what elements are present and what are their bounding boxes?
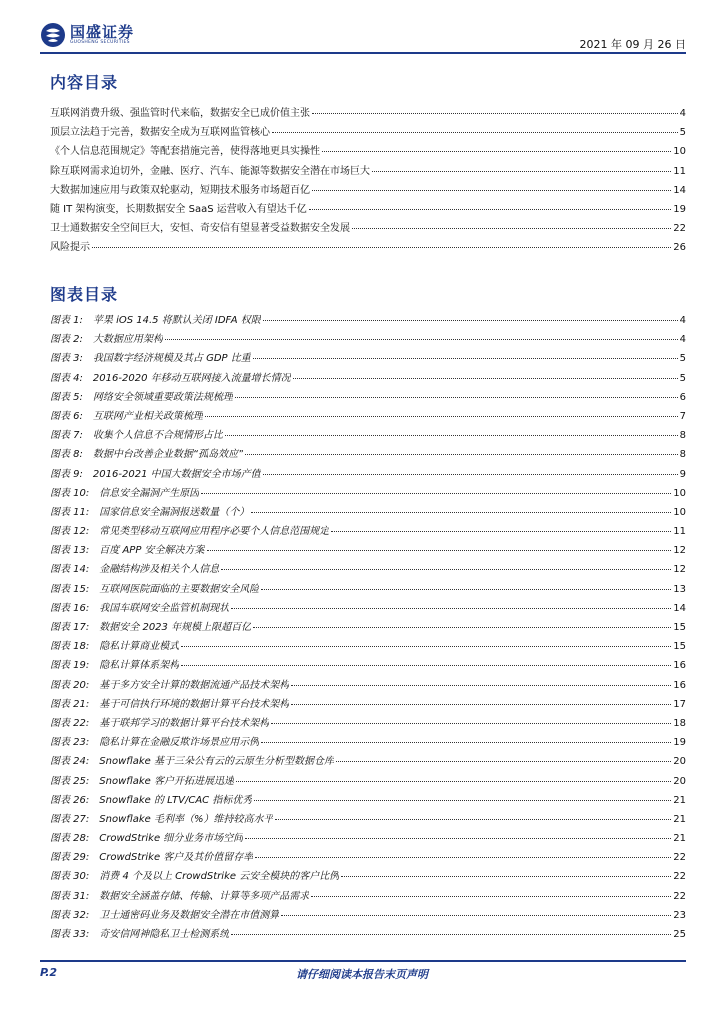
leader-dots (255, 856, 671, 858)
figure-number: 图表 10: (50, 487, 90, 499)
leader-dots (235, 396, 678, 398)
figure-page: 5 (679, 372, 686, 384)
figure-number: 图表 15: (50, 583, 90, 595)
leader-dots (231, 607, 671, 609)
figure-entry[interactable] (50, 580, 686, 599)
figure-title: 基于联邦学习的数据计算平台技术架构 (99, 717, 270, 729)
toc-entry[interactable] (50, 181, 686, 200)
leader-dots (372, 170, 671, 172)
figure-page: 18 (673, 717, 686, 729)
leader-dots (261, 588, 671, 590)
figure-title: CrowdStrike 细分业务市场空间 (99, 833, 244, 845)
figure-entry[interactable] (50, 925, 686, 944)
figure-number: 图表 33: (50, 929, 90, 940)
figure-number: 图表 5: (50, 391, 83, 403)
figure-number: 图表 6: (50, 410, 83, 422)
figure-entry[interactable] (50, 618, 686, 637)
figure-number: 图表 28: (50, 833, 90, 845)
leader-dots (261, 741, 671, 743)
toc-entry[interactable] (50, 142, 686, 161)
figure-number: 图表 24: (50, 756, 90, 768)
figure-page: 23 (673, 909, 686, 921)
figure-page: 16 (673, 679, 686, 691)
leader-dots (181, 645, 671, 647)
figure-number: 图表 8: (50, 449, 83, 461)
figure-title: 国家信息安全漏洞报送数量（个） (99, 506, 250, 518)
leader-dots (253, 626, 671, 628)
figure-entry[interactable] (50, 541, 686, 560)
figure-number: 图表 2: (50, 334, 83, 346)
toc-entry-label: 《个人信息范围规定》等配套措施完善，使得落地更具实操性 (50, 146, 320, 158)
leader-dots (181, 664, 671, 666)
leader-dots (291, 703, 671, 705)
figure-number: 图表 16: (50, 602, 90, 614)
figure-title: 2016-2020 年移动互联网接入流量增长情况 (92, 372, 291, 384)
leader-dots (293, 377, 678, 379)
leader-dots (92, 246, 671, 248)
figure-page: 15 (673, 641, 686, 653)
figure-title: 信息安全漏洞产生原因 (99, 487, 200, 499)
figure-page: 17 (673, 698, 686, 710)
figure-number: 图表 22: (50, 717, 90, 729)
figure-entry[interactable] (50, 503, 686, 522)
figure-page: 16 (673, 660, 686, 672)
figure-title: 数据安全涵盖存储、传输、计算等多项产品需求 (99, 890, 310, 902)
figure-entry[interactable] (50, 733, 686, 752)
figure-page: 11 (673, 526, 686, 538)
leader-dots (201, 492, 671, 494)
figure-page: 12 (673, 564, 686, 576)
figure-title: 金融结构涉及相关个人信息 (99, 564, 220, 576)
leader-dots (309, 208, 672, 210)
toc-entry-label: 大数据加速应用与政策双轮驱动，短期技术服务市场超百亿 (50, 184, 310, 196)
leader-dots (263, 319, 678, 321)
figure-number: 图表 3: (50, 353, 83, 365)
toc-entry-page: 22 (673, 223, 686, 235)
figure-number: 图表 31: (50, 890, 90, 902)
figure-title: Snowflake 基于三朵公有云的云原生分析型数据仓库 (99, 756, 334, 768)
toc-entry-page: 5 (679, 127, 686, 139)
figure-entry[interactable] (50, 522, 686, 541)
figure-page: 21 (673, 813, 686, 825)
figure-entry[interactable] (50, 752, 686, 771)
figure-entry[interactable] (50, 330, 686, 349)
figure-page: 8 (679, 449, 686, 461)
leader-dots (245, 453, 677, 455)
logo-chinese-name: 国盛证券 (70, 23, 135, 41)
figure-title: 隐私计算在金融反欺诈场景应用示例 (99, 737, 260, 749)
figure-number: 图表 4: (50, 372, 83, 384)
leader-dots (331, 530, 671, 532)
figure-entry[interactable] (50, 426, 686, 445)
figure-number: 图表 30: (50, 871, 90, 883)
figure-entry[interactable] (50, 791, 686, 810)
figure-entry[interactable] (50, 465, 686, 484)
figure-title: 我国数字经济规模及其占 GDP 比重 (92, 353, 251, 365)
figure-entry[interactable] (50, 906, 686, 925)
figure-title: 消费 4 个及以上 CrowdStrike 云安全模块的客户比例 (99, 871, 340, 883)
contents-list (50, 104, 686, 258)
figure-title: 数据中台改善企业数据“孤岛效应” (92, 449, 244, 461)
leader-dots (272, 131, 678, 133)
figure-page: 5 (679, 353, 686, 365)
toc-entry-label: 互联网消费升级、强监管时代来临，数据安全已成价值主张 (50, 108, 310, 119)
figure-title: 奇安信网神隐私卫士检测系统 (99, 929, 230, 940)
figure-title: 卫士通密码业务及数据安全潜在市值测算 (99, 909, 280, 921)
figure-page: 10 (673, 487, 686, 499)
figure-entry[interactable] (50, 484, 686, 503)
figure-page: 9 (679, 468, 686, 480)
leader-dots (245, 837, 671, 839)
figure-page: 21 (673, 833, 686, 845)
figure-title: Snowflake 客户开拓进展迅速 (99, 775, 234, 787)
figure-title: 隐私计算商业模式 (99, 641, 180, 653)
page-header (40, 22, 686, 52)
toc-entry-page: 10 (673, 146, 686, 158)
figure-title: 互联网医院面临的主要数据安全风险 (99, 583, 260, 595)
figure-title: 收集个人信息不合规情形占比 (92, 430, 223, 442)
figure-title: Snowflake 毛利率（%）维持较高水平 (99, 813, 274, 825)
figure-number: 图表 18: (50, 641, 90, 653)
figure-page: 10 (673, 506, 686, 518)
figure-entry[interactable] (50, 810, 686, 829)
toc-entry-page: 14 (673, 184, 686, 196)
figure-entry[interactable] (50, 560, 686, 579)
figure-page: 4 (679, 334, 686, 346)
figure-number: 图表 19: (50, 660, 90, 672)
figure-title: 隐私计算体系架构 (99, 660, 180, 672)
header-divider (40, 52, 686, 54)
figure-number: 图表 27: (50, 813, 90, 825)
toc-entry-label: 卫士通数据安全空间巨大，安恒、奇安信有望显著受益数据安全发展 (50, 223, 350, 235)
figure-page: 20 (673, 756, 686, 768)
figure-title: 网络安全领域重要政策法规梳理 (92, 391, 233, 403)
figure-entry[interactable] (50, 714, 686, 733)
toc-entry-page: 4 (679, 108, 686, 119)
figure-entry[interactable] (50, 848, 686, 867)
figure-page: 19 (673, 737, 686, 749)
logo-english-name: GUOSHENG SECURITIES (70, 40, 130, 45)
figure-number: 图表 12: (50, 526, 90, 538)
figure-title: 基于可信执行环境的数据计算平台技术架构 (99, 698, 290, 710)
leader-dots (311, 895, 671, 897)
figure-number: 图表 11: (50, 506, 90, 518)
figure-page: 12 (673, 545, 686, 557)
leader-dots (275, 818, 671, 820)
figure-number: 图表 13: (50, 545, 90, 557)
leader-dots (236, 780, 671, 782)
footer-divider (40, 960, 686, 962)
figure-page: 13 (673, 583, 686, 595)
leader-dots (231, 933, 671, 935)
figure-number: 图表 7: (50, 430, 83, 442)
leader-dots (205, 415, 678, 417)
toc-entry[interactable] (50, 123, 686, 142)
figure-number: 图表 26: (50, 794, 90, 806)
toc-entry-label: 顶层立法趋于完善，数据安全成为互联网监管核心 (50, 127, 270, 139)
figure-number: 图表 14: (50, 564, 90, 576)
figures-title: 图表目录 (50, 285, 119, 304)
figure-number: 图表 17: (50, 622, 90, 633)
toc-entry-label: 随 IT 架构演变，长期数据安全 SaaS 运营收入有望达千亿 (50, 203, 307, 215)
figure-number: 图表 25: (50, 775, 90, 787)
figure-page: 22 (673, 852, 686, 864)
disclaimer-note: 请仔细阅读本报告末页声明 (296, 968, 428, 981)
figure-entry[interactable] (50, 407, 686, 426)
company-logo (40, 22, 134, 48)
figure-entry[interactable] (50, 887, 686, 906)
report-date: 2021 年 09 月 26 日 (579, 38, 686, 51)
figure-page: 22 (673, 890, 686, 902)
figure-number: 图表 32: (50, 909, 90, 921)
leader-dots (352, 227, 671, 229)
figure-page: 6 (679, 391, 686, 403)
figure-entry[interactable] (50, 369, 686, 388)
figure-title: CrowdStrike 客户及其价值留存率 (99, 852, 254, 864)
leader-dots (312, 189, 671, 191)
figure-entry[interactable] (50, 349, 686, 368)
figure-title: 2016-2021 中国大数据安全市场产值 (92, 468, 261, 480)
toc-entry-label: 风险提示 (50, 242, 90, 254)
leader-dots (251, 511, 671, 513)
figure-entry[interactable] (50, 388, 686, 407)
figure-page: 7 (679, 410, 686, 422)
leader-dots (207, 549, 672, 551)
figure-entry[interactable] (50, 599, 686, 618)
figure-title: 互联网产业相关政策梳理 (92, 410, 203, 422)
leader-dots (263, 473, 678, 475)
figure-number: 图表 20: (50, 679, 90, 691)
figure-number: 图表 21: (50, 698, 90, 710)
toc-entry[interactable] (50, 200, 686, 219)
figure-page: 25 (673, 929, 686, 940)
toc-entry-page: 19 (673, 203, 686, 215)
toc-entry[interactable] (50, 219, 686, 238)
leader-dots (221, 568, 671, 570)
toc-entry[interactable] (50, 238, 686, 257)
figure-title: 百度 APP 安全解决方案 (99, 545, 205, 557)
figure-title: 基于多方安全计算的数据流通产品技术架构 (99, 679, 290, 691)
leader-dots (312, 112, 678, 114)
leader-dots (165, 338, 678, 340)
leader-dots (322, 150, 671, 152)
leader-dots (336, 760, 671, 762)
leader-dots (271, 722, 671, 724)
figure-entry[interactable] (50, 676, 686, 695)
figure-entry[interactable] (50, 656, 686, 675)
figure-title: 常见类型移动互联网应用程序必要个人信息范围规定 (99, 526, 330, 538)
figure-number: 图表 1: (50, 315, 83, 326)
figure-page: 21 (673, 794, 686, 806)
toc-entry[interactable] (50, 162, 686, 181)
figure-number: 图表 23: (50, 737, 90, 749)
leader-dots (291, 684, 671, 686)
toc-entry[interactable] (50, 104, 686, 123)
leader-dots (281, 914, 671, 916)
figure-entry[interactable] (50, 772, 686, 791)
toc-entry-label: 除互联网需求迫切外，金融、医疗、汽车、能源等数据安全潜在市场巨大 (50, 165, 370, 177)
figure-page: 22 (673, 871, 686, 883)
figures-list (50, 311, 686, 944)
figure-title: 苹果 iOS 14.5 将默认关闭 IDFA 权限 (92, 315, 261, 326)
leader-dots (254, 799, 671, 801)
figure-page: 15 (673, 622, 686, 633)
figure-entry[interactable] (50, 695, 686, 714)
figure-page: 14 (673, 602, 686, 614)
figure-entry[interactable] (50, 829, 686, 848)
figure-page: 8 (679, 430, 686, 442)
figure-title: 数据安全 2023 年规模上限超百亿 (99, 622, 252, 633)
figure-title: Snowflake 的 LTV/CAC 指标优秀 (99, 794, 253, 806)
toc-entry-page: 11 (673, 165, 686, 177)
figure-page: 4 (679, 315, 686, 326)
figure-entry[interactable] (50, 867, 686, 886)
leader-dots (253, 357, 678, 359)
leader-dots (225, 434, 678, 436)
contents-title: 内容目录 (50, 73, 119, 92)
figure-number: 图表 9: (50, 468, 83, 480)
figure-number: 图表 29: (50, 852, 90, 864)
figure-entry[interactable] (50, 445, 686, 464)
figure-title: 大数据应用架构 (92, 334, 163, 346)
leader-dots (341, 875, 671, 877)
page-number: P.2 (40, 966, 58, 979)
figure-page: 20 (673, 775, 686, 787)
figure-title: 我国车联网安全监管机制现状 (99, 602, 230, 614)
guosheng-logo-icon (40, 22, 66, 48)
figure-entry[interactable] (50, 637, 686, 656)
figure-entry[interactable] (50, 311, 686, 330)
toc-entry-page: 26 (673, 242, 686, 254)
